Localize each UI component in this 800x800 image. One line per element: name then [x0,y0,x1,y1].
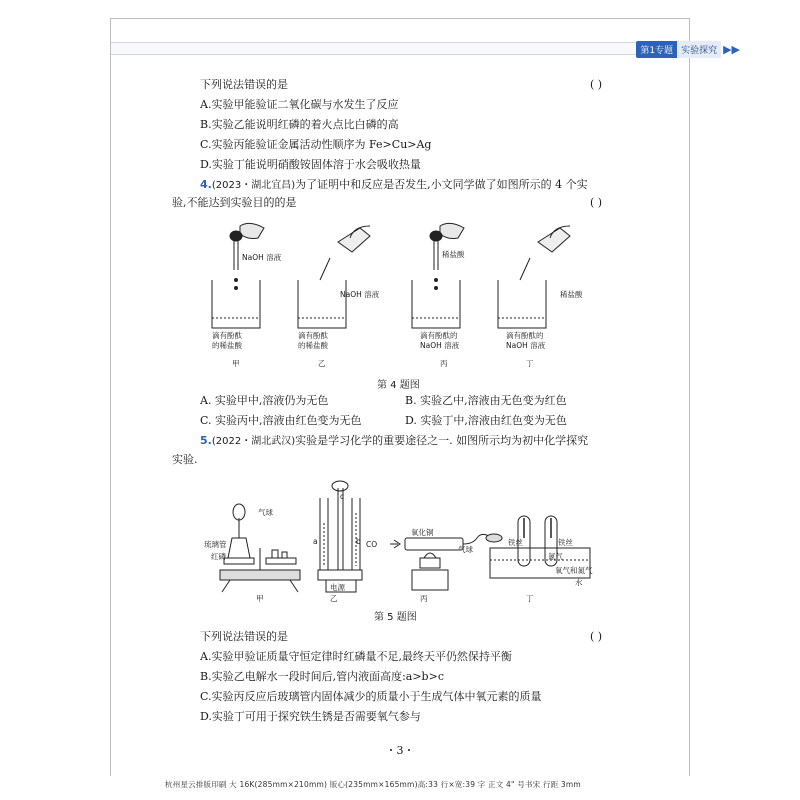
figure-4-caption: 第 4 题图 [377,380,420,391]
section-badge [636,40,740,58]
fig5-label-iron2: 铁丝 [558,538,573,547]
fig5-label-c: c [340,492,345,501]
fig5-label-a: a [313,537,318,546]
fig5-label-cuo: 氧化铜 [411,528,434,537]
fig4-reagent-ding: 稀盐酸 [560,290,583,299]
figure-4 [200,218,600,376]
q3-stem: 下列说法错误的是 [200,78,288,91]
fig4-panel-yi [298,226,370,328]
q5-stem: 下列说法错误的是 [200,630,288,643]
q4-answer-paren: ( ) [590,196,603,209]
fig5-label-o2n2: 氧气和氮气 [555,566,593,575]
q3-option-d: D.实验丁能说明硝酸铵固体溶于水会吸收热量 [200,158,421,171]
q4-option-b: B. 实验乙中,溶液由无色变为红色 [405,394,567,407]
q3-option-a: A.实验甲能验证二氧化碳与水发生了反应 [200,98,399,111]
fig4-content-ding-1: 滴有酚酞的 [506,331,544,340]
fig4-panel-bing [412,223,464,328]
badge-number: 第1专题 [636,41,677,58]
fig5-label-water: 水 [575,578,583,587]
q4-number: 4. [200,178,212,191]
fig5-panel-label-yi: 乙 [330,594,338,603]
page-number: ・3・ [385,744,415,757]
fig5-label-n2: 氮气 [548,552,563,561]
q5-option-d: D.实验丁可用于探究铁生锈是否需要氧气参与 [200,710,421,723]
fig4-label-jia: 甲 [232,359,240,368]
figure-5-caption: 第 5 题图 [374,612,417,623]
q5-line1 [200,434,588,449]
q3-option-b: B.实验乙能说明红磷的着火点比白磷的高 [200,118,399,131]
fig4-content-yi-1: 滴有酚酞 [298,331,328,340]
fig5-label-balloon: 气球 [258,508,273,517]
fig5-label-balloon2: 气球 [458,545,473,554]
fig5-label-b: b [356,537,361,546]
fig5-panel-label-jia: 甲 [256,594,264,603]
fig4-reagent-bing: 稀盐酸 [442,250,465,259]
q5-option-a: A.实验甲验证质量守恒定律时红磷量不足,最终天平仍然保持平衡 [200,650,512,663]
fig4-content-ding-2: NaOH 溶液 [506,341,546,350]
fig5-label-power: 电源 [330,583,345,592]
fig5-panel-jia [220,504,300,592]
q4-line1 [200,178,588,193]
badge-title: 实验探究 [677,41,721,58]
q5-line2: 实验. [172,453,198,466]
q5-option-b: B.实验乙电解水一段时间后,管内液面高度:a>b>c [200,670,444,683]
q4-option-d: D. 实验丁中,溶液由红色变为无色 [405,414,567,427]
print-footer: 杭州星云排版印刷 大 16K(285mm×210mm) 版心(235mm×165mm)高:33 行×宽:39 字 正文 4" 号书宋 行距 3mm [165,780,581,789]
q4-option-a: A. 实验甲中,溶液仍为无色 [200,394,329,407]
q5-number: 5. [200,434,212,447]
fig5-label-tube: 琉璃管 [204,540,227,549]
figure-5 [200,478,600,603]
fig4-label-bing: 丙 [440,359,448,368]
fig4-content-bing-1: 滴有酚酞的 [420,331,458,340]
q3-option-c: C.实验丙能验证金属活动性顺序为 Fe>Cu>Ag [200,138,432,151]
fig5-panel-label-ding: 丁 [526,594,534,603]
fig4-reagent-jia: NaOH 溶液 [242,253,282,262]
header-band [111,42,689,55]
fig4-label-ding: 丁 [526,359,534,368]
fig5-label-red-p: 红磷 [211,552,226,561]
fig4-content-jia-2: 的稀盐酸 [212,341,242,350]
q5-option-c: C.实验丙反应后玻璃管内固体减少的质量小于生成气体中氧元素的质量 [200,690,542,703]
fig4-panel-jia [212,223,264,328]
q3-answer-paren: ( ) [590,78,603,91]
fig4-content-yi-2: 的稀盐酸 [298,341,328,350]
q4-source: (2023・湖北宜昌) [211,180,296,191]
fig5-label-co: CO [366,540,378,549]
q4-text1: 为了证明中和反应是否发生,小文同学做了如图所示的 4 个实 [295,178,588,191]
fig5-label-iron1: 铁丝 [508,538,523,547]
play-arrow-icon: ▶▶ [723,42,740,56]
q5-text1: 实验是学习化学的重要途径之一. 如图所示均为初中化学探究 [295,434,589,447]
q5-answer-paren: ( ) [590,630,603,643]
q5-source: (2022・湖北武汉) [211,436,296,447]
q4-option-c: C. 实验丙中,溶液由红色变为无色 [200,414,362,427]
fig4-label-yi: 乙 [318,359,326,368]
fig5-panel-bing [390,534,502,590]
fig5-panel-label-bing: 丙 [420,594,428,603]
fig4-content-jia-1: 滴有酚酞 [212,331,242,340]
q4-line2: 验,不能达到实验目的的是 [172,196,297,209]
fig4-panel-ding [498,226,570,328]
fig4-reagent-yi: NaOH 溶液 [340,290,380,299]
fig4-content-bing-2: NaOH 溶液 [420,341,460,350]
